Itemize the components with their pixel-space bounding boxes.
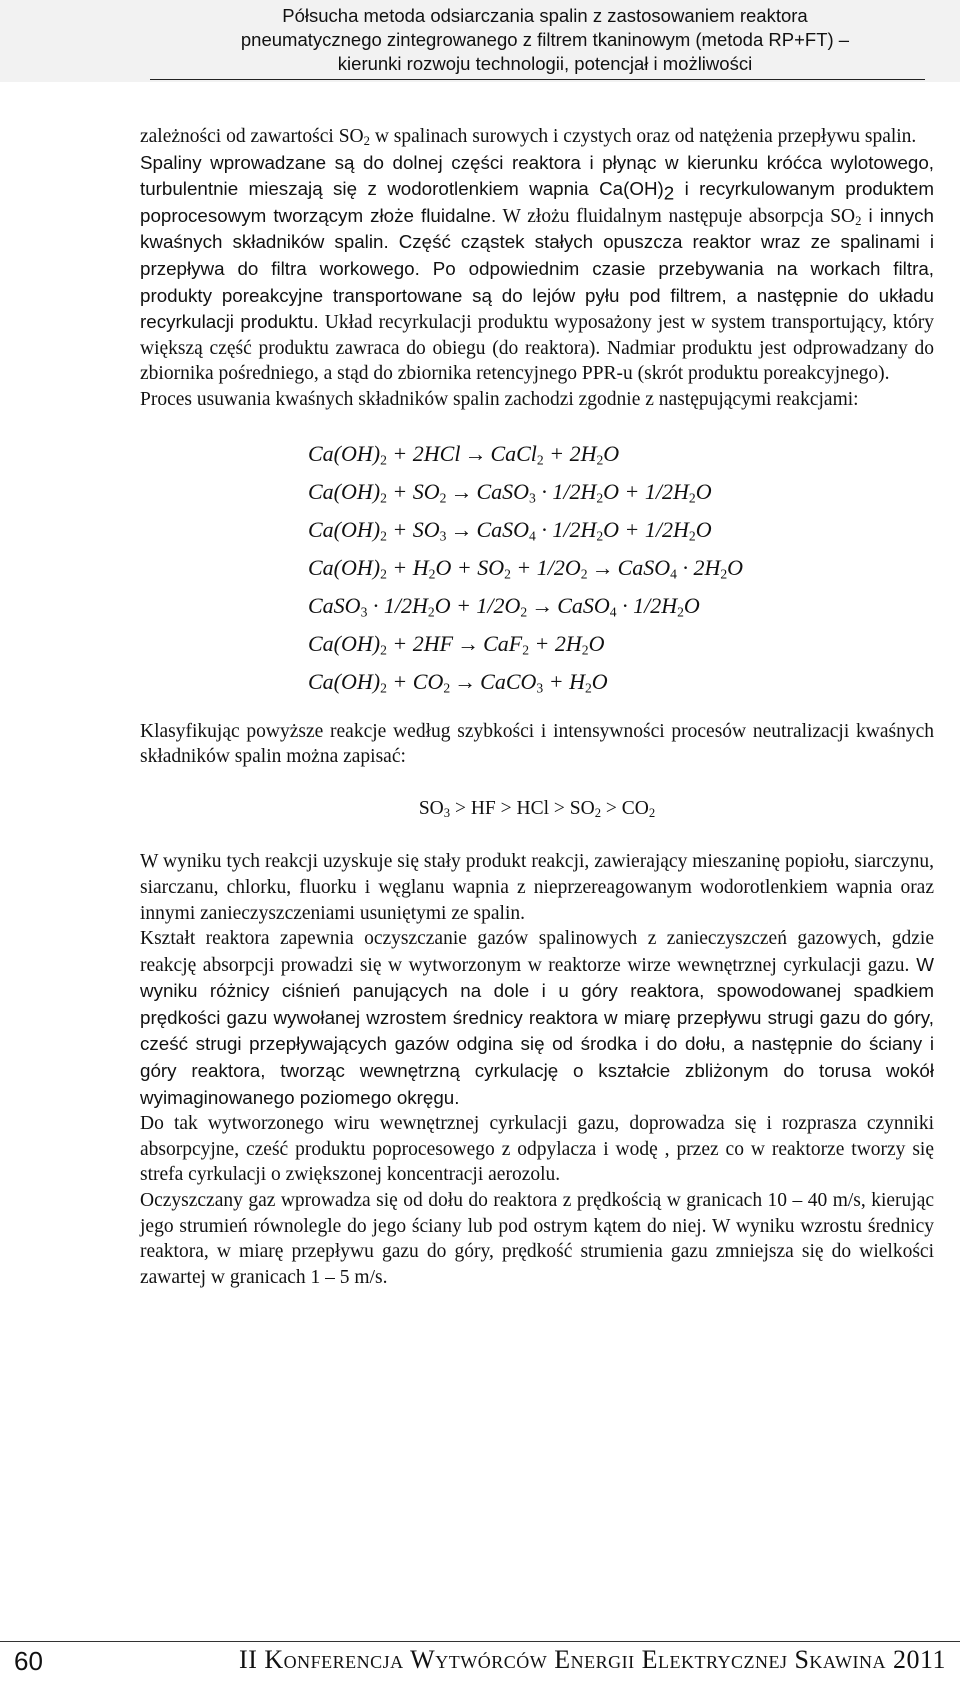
reactants	[308, 593, 527, 618]
subscript: 2	[520, 603, 528, 619]
formula-text: O	[603, 440, 620, 466]
reaction-equation	[308, 473, 934, 511]
subscript: 2	[380, 565, 387, 581]
reactants	[308, 669, 450, 694]
products	[476, 517, 711, 542]
page-header	[0, 0, 960, 82]
subscript: 2	[363, 134, 370, 149]
text-span: zależności od zawartości SO	[140, 126, 364, 147]
products	[480, 669, 608, 694]
formula-text: Ca(OH)	[308, 516, 381, 542]
formula-text: O + SO	[435, 554, 505, 580]
subscript: 2	[581, 641, 589, 657]
formula-text: O	[683, 592, 700, 618]
subscript: 4	[670, 565, 677, 581]
subscript: 3	[439, 527, 447, 543]
subscript: 2	[428, 565, 436, 581]
formula-text: + 2HCl	[386, 440, 461, 466]
subscript: 2	[380, 679, 387, 695]
products	[483, 631, 604, 656]
formula-text: Ca(OH)	[308, 630, 381, 656]
subscript: 4	[609, 603, 617, 619]
products	[618, 555, 743, 580]
page-number: 60	[14, 1646, 43, 1676]
formula-text: O + 1/2H	[603, 478, 689, 504]
subscript: 2	[855, 213, 862, 228]
paragraph-2	[140, 150, 934, 387]
text-span: W złożu fluidalnym następuje absorpcja SO	[496, 205, 856, 227]
paragraph-4: Klasyfikując powyższe reakcje według szybkości i intensywności procesów neutralizacji kwaśnych składników spalin można zapisać:	[140, 720, 934, 768]
reaction-equation	[308, 435, 934, 473]
reactivity-series	[140, 796, 934, 822]
reaction-arrow-icon: →	[464, 440, 487, 466]
paragraph-3: Proces usuwania kwaśnych składników spalin zachodzi zgodnie z następującymi reakcjami:	[140, 388, 859, 410]
reaction-equation	[308, 625, 934, 663]
formula-text: CaCO	[480, 668, 537, 694]
subscript: 3	[360, 603, 368, 619]
reaction-arrow-icon: →	[457, 630, 480, 656]
reaction-arrow-icon: →	[531, 592, 554, 618]
subscript: 2	[720, 565, 728, 581]
subscript: 2	[522, 641, 530, 657]
subscript: 2	[443, 679, 451, 695]
reaction-equation	[308, 587, 934, 625]
subscript: 2	[677, 603, 684, 619]
subscript: 3	[536, 679, 544, 695]
footer-rule	[0, 1641, 960, 1642]
reaction-equations	[140, 435, 934, 701]
reaction-arrow-icon: →	[454, 668, 477, 694]
reaction-equation	[308, 549, 934, 587]
text-span: SO	[418, 797, 444, 819]
paragraph-8: Oczyszczany gaz wprowadza się od dołu do reaktora z prędkością w granicach 10 – 40 m/s, kierując jego strumień równolegle do jego ściany lub pod ostrym kątem do niej. W wyniku wzrostu średnicy reaktora, w miarę przepływu gazu do góry, prędkość strumienia gazu zmniejsza się do wielkości zawartej w granicach 1 – 5 m/s.	[140, 1190, 934, 1288]
conference-title: II Konferencja Wytwórców Energii Elektrycznej Skawina 2011	[239, 1645, 946, 1674]
subscript: 2	[380, 641, 387, 657]
formula-text: O	[727, 554, 744, 580]
header-title-line-2: pneumatycznego zintegrowanego z filtrem tkaninowym (metoda RP+FT) –	[240, 29, 850, 50]
subscript: 2	[596, 451, 604, 467]
header-title-line-1: Półsucha metoda odsiarczania spalin z zastosowaniem reaktora	[282, 5, 808, 26]
formula-text: Ca(OH)	[308, 440, 381, 466]
reaction-equation	[308, 511, 934, 549]
reactants	[308, 631, 453, 656]
formula-text: CaCl	[490, 440, 537, 466]
text-span: Kształt reaktora zapewnia oczyszczanie gazów spalinowych z zanieczyszczeń gazowych, gdzie reakcję absorpcji prowadzi się w wytworzonym w reaktorze wirze wewnętrznej cyrkulacji gazu.	[140, 928, 934, 976]
formula-text: CaSO	[308, 592, 361, 618]
formula-text: + H	[386, 554, 429, 580]
formula-text: CaSO	[476, 516, 530, 542]
formula-text: + 2H	[543, 440, 597, 466]
reactants	[308, 441, 460, 466]
header-title	[150, 4, 940, 76]
formula-text: · 2H	[676, 554, 721, 580]
reaction-equation	[308, 663, 934, 701]
reactants	[308, 479, 446, 504]
subscript: 3	[443, 805, 451, 820]
text-span: > HF > HCl > SO	[450, 797, 595, 819]
formula-text: CaSO	[617, 554, 671, 580]
paragraph-1	[140, 124, 934, 150]
subscript: 2	[596, 489, 604, 505]
subscript: 2	[427, 603, 435, 619]
formula-text: Ca(OH)	[308, 554, 381, 580]
formula-text: O + 1/2O	[434, 592, 521, 618]
formula-text: · 1/2H	[616, 592, 678, 618]
text-span: w spalinach surowych i czystych oraz od natężenia przepływu spalin.	[369, 126, 917, 147]
subscript: 4	[529, 527, 536, 543]
reactants	[308, 555, 588, 580]
products	[557, 593, 700, 618]
subscript: 2	[380, 527, 387, 543]
subscript: 3	[529, 489, 536, 505]
subscript: 2	[594, 805, 602, 820]
reaction-arrow-icon: →	[450, 516, 473, 542]
paragraph-7: Do tak wytworzonego wiru wewnętrznej cyrkulacji gazu, doprowadza się i rozprasza czynniki absorpcyjne, cześć produktu poprocesowego z odpylacza i wodę , przez co w reaktorze tworzy się strefa cyrkulacji o zwiększonej koncentracji aerozolu.	[140, 1113, 934, 1186]
subscript: 2	[596, 527, 604, 543]
subscript: 2	[380, 489, 387, 505]
formula-text: + H	[543, 668, 585, 694]
text-span: W wyniku różnicy ciśnień panujących na dole i u góry reaktora, spowodowanej spadkiem prędkości gazu wywołanej wzrostem średnicy reaktora w miarę przepływu strugi gazu do góry, cześć strugi przepływających gazów odgina się od środka i do dołu, a następnie do ściany i góry reaktora, tworząc wewnętrzną cyrkulację o kształcie zbliżonym do torusa wokół wyimaginowanego poziomego okręgu.	[140, 953, 934, 1108]
subscript: 2	[663, 182, 675, 204]
text-span: i recyrkulowanym produktem poprocesowym tworzącym złoże fluidalne.	[140, 178, 934, 226]
text-span: Po odpowiednim czasie przebywania na workach filtra, produkty poreakcyjne transportowane są do lejów pyłu pod filtrem, a następnie do układu recyrkulacji produktu.	[140, 257, 934, 333]
formula-text: · 1/2H	[535, 516, 597, 542]
page-footer	[0, 1641, 960, 1681]
header-underline	[150, 79, 925, 80]
formula-text: CaSO	[557, 592, 610, 618]
subscript: 2	[580, 565, 588, 581]
formula-text: · 1/2H	[367, 592, 428, 618]
document-body	[140, 124, 934, 1290]
formula-text: + SO	[386, 516, 440, 542]
formula-text: + 1/2O	[510, 554, 581, 580]
text-span: Układ recyrkulacji produktu wyposażony jest w system transportujący, który większą część produktu zawraca do obiegu (do reaktora). Nadmiar produktu jest odprowadzany do zbiornika pośredniego, a stąd do zbiornika retencyjnego PPR-u (skrót produktu poreakcyjnego).	[140, 312, 934, 385]
subscript: 2	[504, 565, 511, 581]
products	[490, 441, 619, 466]
subscript: 2	[648, 805, 656, 820]
formula-text: CaF	[483, 630, 523, 656]
formula-text: + 2H	[529, 630, 582, 656]
formula-text: + 2HF	[386, 630, 454, 656]
header-title-line-3: kierunki rozwoju technologii, potencjał i możliwości	[337, 53, 753, 74]
formula-text: Ca(OH)	[308, 668, 381, 694]
formula-text: CaSO	[476, 478, 530, 504]
formula-text: Ca(OH)	[308, 478, 381, 504]
formula-text: + SO	[386, 478, 440, 504]
reaction-arrow-icon: →	[591, 554, 614, 580]
text-span: Spaliny wprowadzane są do dolnej części reaktora i płynąc w kierunku króćca wylotowego, turbulentnie mieszają się z wodorotlenkiem wapnia Ca(OH)	[140, 151, 934, 200]
paragraph-6	[140, 926, 934, 1111]
formula-text: O	[591, 668, 608, 694]
formula-text: · 1/2H	[535, 478, 597, 504]
text-span: i innych kwaśnych składników spalin. Część cząstek stałych opuszcza reaktor wraz ze spalinami i przepływa do filtra workowego.	[140, 204, 935, 279]
subscript: 2	[380, 451, 387, 467]
formula-text: O + 1/2H	[603, 516, 689, 542]
subscript: 2	[584, 679, 592, 695]
subscript: 2	[439, 489, 447, 505]
products	[476, 479, 711, 504]
text-span: > CO	[601, 797, 649, 819]
paragraph-5: W wyniku tych reakcji uzyskuje się stały produkt reakcji, zawierający mieszaninę popiołu, siarczynu, siarczanu, chlorku, fluorku i węglanu wapnia z nieprzereagowanym wodorotlenkiem wapnia oraz innymi zanieczyszczeniami usuniętymi ze spalin.	[140, 851, 934, 924]
reactants	[308, 517, 446, 542]
subscript: 2	[688, 527, 696, 543]
formula-text: O	[695, 478, 712, 504]
reaction-arrow-icon: →	[450, 478, 473, 504]
subscript: 2	[536, 451, 544, 467]
formula-text: + CO	[386, 668, 444, 694]
formula-text: O	[695, 516, 712, 542]
subscript: 2	[688, 489, 696, 505]
formula-text: O	[588, 630, 605, 656]
